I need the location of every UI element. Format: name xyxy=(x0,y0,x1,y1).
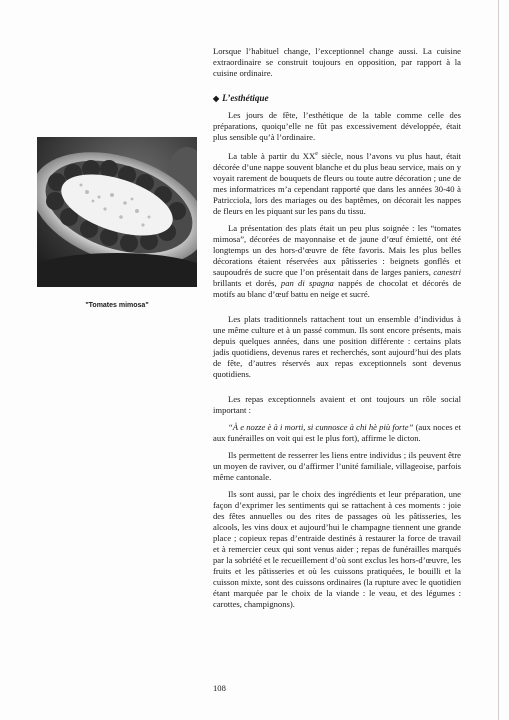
main-text-column xyxy=(213,46,461,610)
dicton-translation: (aux noces et aux funérailles on voit qui est le plus fort), affirme le dicton. xyxy=(213,421,462,443)
page-number: 108 xyxy=(213,683,226,693)
plate-photo-icon xyxy=(37,137,197,287)
intro-paragraph: Lorsque l’habituel change, l’exceptionnel change aussi. La cuisine extraordinaire se construit toujours en opposition, par rapport à la cuisine ordinaire. xyxy=(213,46,461,78)
tomates-mimosa-photo xyxy=(37,137,197,287)
century-superscript: e xyxy=(315,151,318,157)
page-edge xyxy=(498,0,499,720)
p3-pan-di-spagna: pan di spagna xyxy=(280,277,334,288)
paragraph-dicton xyxy=(213,422,461,444)
photo-caption: "Tomates mimosa" xyxy=(85,302,149,309)
paragraph-repas-exceptionnels: Les repas exceptionnels avaient et ont toujours un rôle social important : xyxy=(213,393,461,415)
paragraph-esthetique: Les jours de fête, l’esthétique de la table comme celle des préparations, quoiqu’elle ne fût pas excessivement développée, était plus sensible qu’à l’ordinaire. xyxy=(213,110,461,142)
p2-rest: siècle, nous l’avons vu plus haut, était décorée d’une nappe souvent blanche et du plus beau service, mais on y voyait rarement de bouquets de fleurs ou toute autre décoration ; une de mes informatrices m’a cependant rapporté que dans les années 30-40 à Patricciola, lors des mariages ou des baptêmes, on décorait les nappes de fleurs en les piquant sur les pans du tissu. xyxy=(213,150,461,216)
paragraph-ingredients: Ils sont aussi, par le choix des ingrédients et leur préparation, une façon d’exprimer les sentiments qui se rattachent à ces moments : joie des fêtes annuelles ou des rites de passages où les pâtisseries, les alcools, les vins doux et aujourd’hui le champagne tiennent une grande place ; copieux repas d’entraide destinés à restaurer la force de travail et à remercier ceux qui sont venus aider ; repas de funérailles marqués par la sobriété et le recueillement d’où sont exclus les hors-d’œuvre, les fruits et les pâtisseries et où les cuissons pratiquées, le bouilli et la cuisson mixte, sont des cuissons ordinaires (la rupture avec le quotidien étant marquée par le choix de la viande : le veau, et des légumes : carottes, champignons). xyxy=(213,488,461,609)
p3-middle: brillants et dorés, xyxy=(213,277,281,288)
paragraph-table xyxy=(213,149,461,217)
p3-end: nappés de chocolat et décorés de motifs au blanc d’œuf battu en neige et sucré. xyxy=(213,277,462,299)
diamond-icon: ◆ xyxy=(213,94,220,103)
paragraph-presentation xyxy=(213,223,461,300)
paragraph-liens: Ils permettent de resserrer les liens entre individus ; ils peuvent être un moyen de raviver, ou d’affirmer l’unité familiale, villageoise, parfois même cantonale. xyxy=(213,449,461,482)
section-heading xyxy=(213,93,461,104)
dicton-quote: “À e nozze è à i morti, si cunnosce à chi hè più forte” xyxy=(228,421,414,432)
paragraph-plats-traditionnels: Les plats traditionnels rattachent tout un ensemble d’individus à une même culture et à un passé commun. Ils sont encore présents, mais depuis quelques années, dans une position différente : certains plats jadis quotidiens, devenus rares et recherchés, sont aujourd’hui des plats de fête, d’autres réservés aux repas exceptionnels sont devenus quotidiens. xyxy=(213,313,461,379)
p2-start: La table à partir du XX xyxy=(228,150,316,161)
section-title: L’esthétique xyxy=(222,93,269,103)
p3-canestri: canestri xyxy=(433,266,461,277)
p3-start: La présentation des plats était un peu plus soignée : les “tomates mimosa”, décorées de mayonnaise et de jaune d’œuf émietté, ont été longtemps un des hors-d’œuvre de fête favoris. Mais les plus belles décorations étaient réservées aux pâtisseries : beignets gonflés et saupoudrés de sucre que l’on présentait dans de larges paniers, xyxy=(213,222,461,277)
